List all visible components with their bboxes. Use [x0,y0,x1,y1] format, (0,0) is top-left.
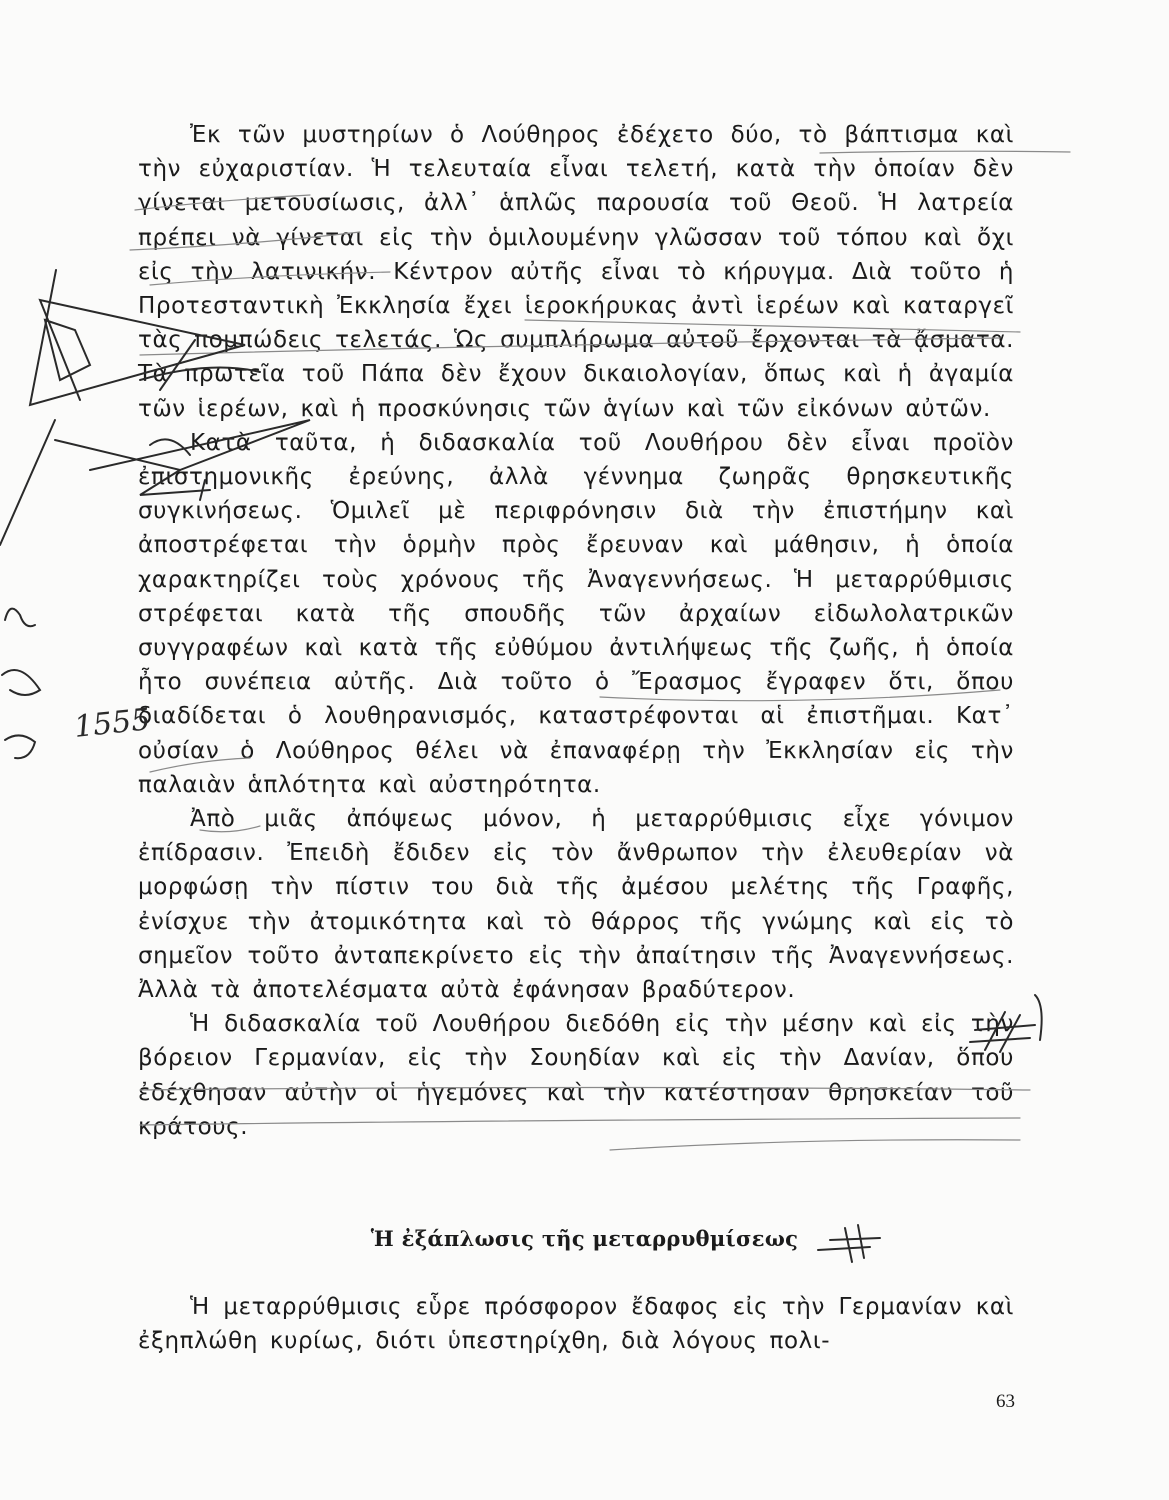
paragraph-4: Ἡ διδασκαλία τοῦ Λουθήρου διεδόθη εἰς τὴν μέσην καὶ εἰς τὴν βόρειον Γερμανίαν, εἰς τὴν Σουηδίαν καὶ εἰς τὴν Δανίαν, ὅπου ἐδέχθησαν αὐτὴν οἱ ἡγεμόνες καὶ τὴν κατέστησαν θρησκείαν τοῦ κράτους. [138,1011,1014,1140]
handwritten-margin-note: 1555 [72,702,152,745]
triangle-sketch [45,320,90,380]
margin-scribble [5,735,35,758]
paragraph-1: Ἐκ τῶν μυστηρίων ὁ Λούθηρος ἐδέχετο δύο, τὸ βάπτισμα καὶ τὴν εὐχαριστίαν. Ἡ τελευταία εἶναι τελετή, κατὰ τὴν ὁποίαν δὲν γίνεται μετουσίωσις, ἀλλ᾽ ἁπλῶς παρουσία τοῦ Θεοῦ. Ἡ λατρεία πρέπει νὰ γίνεται εἰς τὴν ὁμιλουμένην γλῶσσαν τοῦ τόπου καὶ ὄχι εἰς τὴν λατινικήν. Κέντρον αὐτῆς εἶναι τὸ κήρυγμα. Διὰ τοῦτο ἡ Προτεσταντικὴ Ἐκκλησία ἔχει ἱεροκήρυκας ἀντὶ ἱερέων καὶ καταργεῖ τὰς πομπώδεις τελετάς. Ὡς συμπλήρωμα αὐτοῦ ἔρχονται τὰ ᾄσματα. Τὰ πρωτεῖα τοῦ Πάπα δὲν ἔχουν δικαιολογίαν, ὅπως καὶ ἡ ἀγαμία τῶν ἱερέων, καὶ ἡ προσκύνησις τῶν ἁγίων καὶ τῶν εἰκόνων αὐτῶν. [138,122,1014,422]
hash-mark [1035,995,1042,1040]
section-body [138,1290,1014,1358]
page-number: 63 [996,1391,1015,1412]
section-paragraph: Ἡ μεταρρύθμισις εὗρε πρόσφορον ἔδαφος εἰς τὴν Γερμανίαν καὶ ἐξηπλώθη κυρίως, διότι ὑπεστηρίχθη, διὰ λόγους πολι- [138,1294,1014,1355]
body-text [138,118,1014,1144]
margin-scribble [2,670,40,695]
margin-scribble [5,609,35,627]
paragraph-3: Ἀπὸ μιᾶς ἀπόψεως μόνον, ἡ μεταρρύθμισις εἶχε γόνιμον ἐπίδρασιν. Ἐπειδὴ ἔδιδεν εἰς τὸν ἄνθρωπον τὴν ἐλευθερίαν νὰ μορφώσῃ τὴν πίστιν του διὰ τῆς ἀμέσου μελέτης τῆς Γραφῆς, ἐνίσχυε τὴν ἀτομικότητα καὶ τὸ θάρρος τῆς γνώμης καὶ εἰς τὸ σημεῖον τοῦτο ἀνταπεκρίνετο εἰς τὴν ἀπαίτησιν τῆς Ἀναγεννήσεως. Ἀλλὰ τὰ ἀποτελέσματα αὐτὰ ἐφάνησαν βραδύτερον. [138,806,1014,1004]
section-heading: Ἡ ἐξάπλωσις τῆς μεταρρυθμίσεως [370,1226,799,1251]
paragraph-2: Κατὰ ταῦτα, ἡ διδασκαλία τοῦ Λουθήρου δὲν εἶναι προϊὸν ἐπιστημονικῆς ἐρεύνης, ἀλλὰ γέννημα ζωηρᾶς θρησκευτικῆς συγκινήσεως. Ὁμιλεῖ μὲ περιφρόνησιν διὰ τὴν ἐπιστήμην καὶ ἀποστρέφεται τὴν ὁρμὴν πρὸς ἔρευναν καὶ μάθησιν, ἡ ὁποία χαρακτηρίζει τοὺς χρόνους τῆς Ἀναγεννήσεως. Ἡ μεταρρύθμισις στρέφεται κατὰ τῆς σπουδῆς τῶν ἀρχαίων εἰδωλολατρικῶν συγγραφέων καὶ κατὰ τῆς εὐθύμου ἀντιλήψεως τῆς ζωῆς, ἡ ὁποία ἦτο συνέπεια αὐτῆς. Διὰ τοῦτο ὁ Ἔρασμος ἔγραφεν ὅτι, ὅπου διαδίδεται ὁ λουθηρανισμός, καταστρέφονται αἱ ἐπιστῆμαι. Κατ᾽ οὐσίαν ὁ Λούθηρος θέλει νὰ ἐπαναφέρῃ τὴν Ἐκκλησίαν εἰς τὴν παλαιὰν ἁπλότητα καὶ αὐστηρότητα. [138,429,1014,798]
margin-stroke [0,420,55,545]
